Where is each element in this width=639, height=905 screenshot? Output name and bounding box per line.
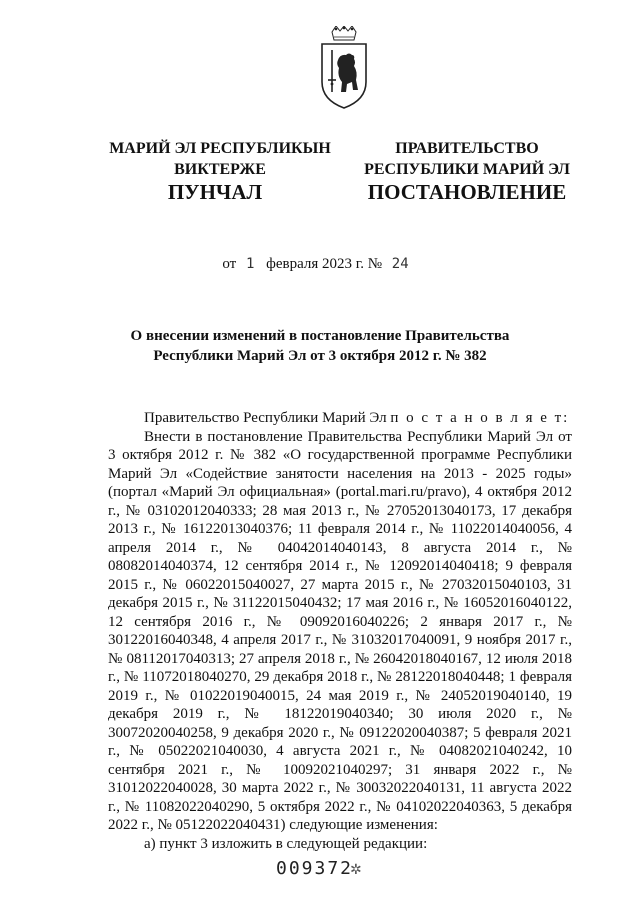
decree-number: 24 xyxy=(391,256,409,272)
header-left-line2: ВИКТЕРЖЕ xyxy=(174,161,266,178)
title-line2: Республики Марий Эл от 3 октября 2012 г. № 382 xyxy=(153,348,487,364)
header-right xyxy=(356,138,578,180)
doc-type-russian: ПОСТАНОВЛЕНИЕ xyxy=(367,180,567,204)
coat-of-arms-emblem xyxy=(318,26,370,110)
document-body xyxy=(108,409,572,853)
document-title xyxy=(120,326,520,366)
decree-word: п о с т а н о в л я е т: xyxy=(390,410,570,426)
date-prefix: от xyxy=(222,256,237,272)
serial-number: 009372 xyxy=(276,858,354,879)
header-right-line1: ПРАВИТЕЛЬСТВО xyxy=(395,140,539,157)
header-left xyxy=(100,138,340,180)
main-paragraph: Внести в постановление Правительства Республики Марий Эл от 3 октября 2012 г. № 382 «О государственной программе Республики Марий Эл «Содействие занятости населения на 2013 - 2025 годы» (портал «Марий Эл официальная» (portal.mari.ru/pravo), 4 октября 2012 г., № 03102012040333; 28 мая 2013 г., № 27052013040173, 17 декабря 2013 г., № 16122013040376; 11 февраля 2014 г., № 11022014040056, 4 апреля 2014 г., № 04042014040143, 8 августа 2014 г., № 08082014040374, 12 сентября 2014 г., № 12092014040418; 9 февраля 2015 г., № 06022015040027, 27 марта 2015 г., № 27032015040103, 31 декабря 2015 г., № 31122015040432; 17 мая 2016 г., № 16052016040122, 12 сентября 2016 г., № 09092016040226; 2 января 2017 г., № 30122016040348, 4 апреля 2017 г., № 31032017040091, 9 ноября 2017 г., № 08112017040313; 27 апреля 2018 г., № 26042018040167, 12 июля 2018 г., № 11072018040270, 29 декабря 2018 г., № 28122018040448; 1 февраля 2019 г., № 01022019040015, 24 мая 2019 г., № 24052019040140, 19 декабря 2019 г., № 18122019040340; 30 июля 2020 г., № 30072020040258, 9 декабря 2020 г., № 09122020040387; 5 февраля 2021 г., № 05022021040030, 4 августа 2021 г., № 04082021040242, 10 сентября 2021 г., № 10092021040297; 31 января 2022 г., № 31012022040028, 30 марта 2022 г., № 30032022040131, 11 августа 2022 г., № 11082022040290, 5 октября 2022 г., № 04102022040363, 5 декабря 2022 г., № 05122022040431) следующие изменения: xyxy=(108,428,572,833)
doc-type-mari: ПУНЧАЛ xyxy=(167,180,263,204)
date-day: 1 xyxy=(245,256,255,272)
title-line1: О внесении изменений в постановление Правительства xyxy=(130,328,510,344)
decree-intro-text: Правительство Республики Марий Эл xyxy=(144,410,387,426)
decree-intro xyxy=(108,409,572,428)
item-a: а) пункт 3 изложить в следующей редакции: xyxy=(144,835,428,852)
date-month-year: февраля 2023 г. № xyxy=(266,256,383,272)
header-right-line2: РЕСПУБЛИКИ МАРИЙ ЭЛ xyxy=(364,161,570,178)
header-left-line1: МАРИЙ ЭЛ РЕСПУБЛИКЫН xyxy=(109,140,331,157)
serial-mark-icon: ✲ xyxy=(350,863,362,878)
date-line xyxy=(0,256,639,273)
